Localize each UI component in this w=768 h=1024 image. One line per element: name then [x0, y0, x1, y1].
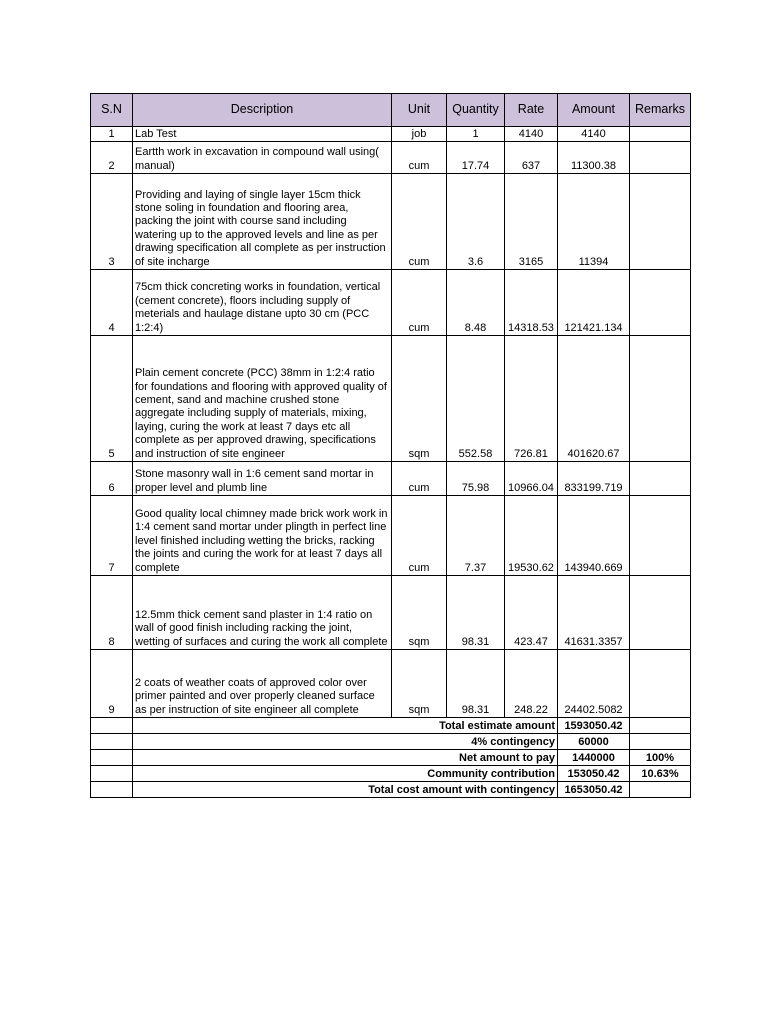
row-unit: sqm: [392, 336, 447, 462]
row-sn: 1: [91, 127, 133, 142]
row-amount: 401620.67: [558, 336, 630, 462]
table-row: [91, 496, 691, 576]
summary-value: 1440000: [558, 750, 630, 766]
table-row: [91, 127, 691, 142]
row-remarks: [630, 462, 691, 496]
row-sn: 6: [91, 462, 133, 496]
row-quantity: 75.98: [447, 462, 505, 496]
table-row: [91, 270, 691, 336]
table-row: [91, 462, 691, 496]
row-unit: cum: [392, 174, 447, 270]
row-description: Good quality local chimney made brick work work in 1:4 cement sand mortar under plingth in perfect line level finished including wetting the bricks, racking the joints and curing the work for at least 7 days all complete: [133, 496, 392, 576]
row-amount: 4140: [558, 127, 630, 142]
summary-sn-blank: [91, 766, 133, 782]
row-sn: 5: [91, 336, 133, 462]
row-unit: cum: [392, 142, 447, 174]
row-remarks: [630, 174, 691, 270]
summary-remark: 10.63%: [630, 766, 691, 782]
summary-sn-blank: [91, 718, 133, 734]
summary-sn-blank: [91, 734, 133, 750]
row-description: Stone masonry wall in 1:6 cement sand mortar in proper level and plumb line: [133, 462, 392, 496]
summary-row-community-contribution: [91, 766, 691, 782]
row-remarks: [630, 142, 691, 174]
summary-label: Total estimate amount: [133, 718, 558, 734]
row-rate: 10966.04: [505, 462, 558, 496]
row-description: Providing and laying of single layer 15cm thick stone soling in foundation and flooring area, packing the joint with course sand including watering up to the approved levels and line as per drawing specification all complete as per instruction of site incharge: [133, 174, 392, 270]
header-row: [91, 94, 691, 127]
row-description: Plain cement concrete (PCC) 38mm in 1:2:4 ratio for foundations and flooring with approved quality of cement, sand and machine crushed stone aggregate including supply of materials, mixing, laying, curing the work at least 7 days etc all complete as per approved drawing, specifications and instruction of site engineer: [133, 336, 392, 462]
summary-row-total-cost: [91, 782, 691, 798]
estimate-table: [90, 93, 691, 798]
summary-value: 60000: [558, 734, 630, 750]
row-rate: 248.22: [505, 650, 558, 718]
table-row: [91, 142, 691, 174]
row-remarks: [630, 576, 691, 650]
row-unit: cum: [392, 270, 447, 336]
row-amount: 143940.669: [558, 496, 630, 576]
row-quantity: 1: [447, 127, 505, 142]
header-sn: S.N: [91, 94, 133, 127]
summary-sn-blank: [91, 750, 133, 766]
summary-row-contingency: [91, 734, 691, 750]
row-quantity: 8.48: [447, 270, 505, 336]
table-row: [91, 576, 691, 650]
row-amount: 11300.38: [558, 142, 630, 174]
row-quantity: 98.31: [447, 576, 505, 650]
row-description: 75cm thick concreting works in foundation, vertical (cement concrete), floors including supply of meterials and haulage distane upto 30 cm (PCC 1:2:4): [133, 270, 392, 336]
row-unit: job: [392, 127, 447, 142]
table-row: [91, 650, 691, 718]
row-unit: sqm: [392, 650, 447, 718]
row-amount: 41631.3357: [558, 576, 630, 650]
row-description: Eartth work in excavation in compound wall using( manual): [133, 142, 392, 174]
summary-label: Net amount to pay: [133, 750, 558, 766]
row-remarks: [630, 127, 691, 142]
row-rate: 637: [505, 142, 558, 174]
row-rate: 726.81: [505, 336, 558, 462]
header-description: Description: [133, 94, 392, 127]
row-rate: 3165: [505, 174, 558, 270]
summary-row-total-estimate: [91, 718, 691, 734]
row-rate: 14318.53: [505, 270, 558, 336]
summary-value: 1653050.42: [558, 782, 630, 798]
row-remarks: [630, 650, 691, 718]
summary-remark: [630, 782, 691, 798]
summary-remark: 100%: [630, 750, 691, 766]
row-amount: 833199.719: [558, 462, 630, 496]
row-sn: 9: [91, 650, 133, 718]
header-rate: Rate: [505, 94, 558, 127]
row-rate: 19530.62: [505, 496, 558, 576]
row-amount: 11394: [558, 174, 630, 270]
row-description: 12.5mm thick cement sand plaster in 1:4 ratio on wall of good finish including racking the joint, wetting of surfaces and curing the work all complete: [133, 576, 392, 650]
table-row: [91, 174, 691, 270]
row-rate: 4140: [505, 127, 558, 142]
row-quantity: 7.37: [447, 496, 505, 576]
row-sn: 3: [91, 174, 133, 270]
header-amount: Amount: [558, 94, 630, 127]
summary-remark: [630, 718, 691, 734]
row-remarks: [630, 270, 691, 336]
header-quantity: Quantity: [447, 94, 505, 127]
row-rate: 423.47: [505, 576, 558, 650]
header-remarks: Remarks: [630, 94, 691, 127]
row-quantity: 98.31: [447, 650, 505, 718]
summary-value: 153050.42: [558, 766, 630, 782]
summary-row-net-amount: [91, 750, 691, 766]
row-amount: 121421.134: [558, 270, 630, 336]
row-quantity: 3.6: [447, 174, 505, 270]
row-quantity: 552.58: [447, 336, 505, 462]
summary-remark: [630, 734, 691, 750]
row-sn: 4: [91, 270, 133, 336]
row-unit: cum: [392, 462, 447, 496]
row-remarks: [630, 496, 691, 576]
summary-sn-blank: [91, 782, 133, 798]
row-description: 2 coats of weather coats of approved color over primer painted and over properly cleaned surface as per instruction of site engineer all complete: [133, 650, 392, 718]
row-remarks: [630, 336, 691, 462]
row-unit: cum: [392, 496, 447, 576]
row-amount: 24402.5082: [558, 650, 630, 718]
table-row: [91, 336, 691, 462]
summary-value: 1593050.42: [558, 718, 630, 734]
summary-label: Community contribution: [133, 766, 558, 782]
row-sn: 2: [91, 142, 133, 174]
row-description: Lab Test: [133, 127, 392, 142]
row-sn: 7: [91, 496, 133, 576]
row-quantity: 17.74: [447, 142, 505, 174]
summary-label: Total cost amount with contingency: [133, 782, 558, 798]
row-unit: sqm: [392, 576, 447, 650]
row-sn: 8: [91, 576, 133, 650]
summary-label: 4% contingency: [133, 734, 558, 750]
header-unit: Unit: [392, 94, 447, 127]
